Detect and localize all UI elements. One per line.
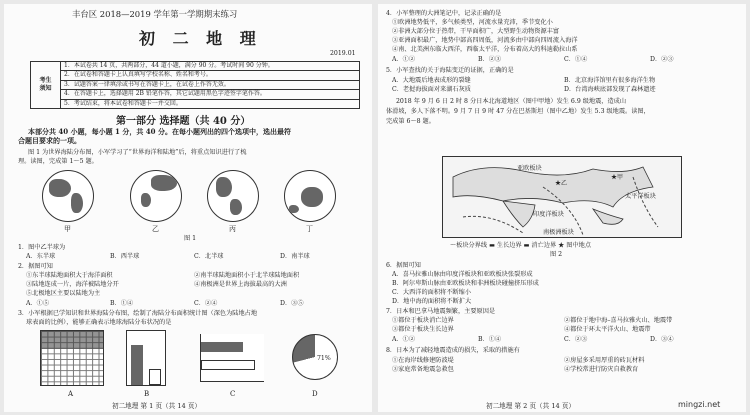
option: A．①② <box>392 56 416 63</box>
option: C．老挝海拔面对来湖石灰质 <box>392 86 471 93</box>
figure-caption: 图 2 <box>550 251 563 258</box>
question-7: 7．日本和巴拿马地震频繁，主要原因是 <box>386 308 496 315</box>
notice-item: 4．在答题卡上，选择题用 2B 铅笔作答，其它试题用黑色字迹签字笔作答。 <box>61 90 360 99</box>
statement: ②非洲大部分位于热带，干旱面积广，大型野生动物资源丰富 <box>392 28 560 35</box>
figure-intro: 理。读图，完成第 1～5 题。 <box>18 158 98 165</box>
question-8: 8．日本为了减轻地震造成的损失，采取的措施有 <box>386 347 520 354</box>
option: D．南半球 <box>280 253 310 260</box>
globe-label: 甲 <box>64 225 71 233</box>
watermark: mingzi.net <box>678 400 721 409</box>
option: C．②④ <box>194 300 218 307</box>
pie-label: 71% <box>317 355 331 362</box>
chart-a-grid <box>40 330 104 386</box>
chart-label: B <box>144 390 150 398</box>
figure-caption: 图 1 <box>184 235 197 242</box>
page-title: 初 二 地 理 <box>139 29 262 48</box>
map-label: 亚欧板块 <box>517 165 542 172</box>
option: A．大地震后地表成形的裂缝 <box>392 77 471 84</box>
globe-label: 丁 <box>306 225 313 233</box>
option: D．③④ <box>650 336 674 343</box>
option: C．②③ <box>564 336 588 343</box>
globe-jia <box>42 170 94 222</box>
statement: ②南半球陆地面积小于北半球陆地面积 <box>194 272 300 279</box>
statement: ④都位于环太平洋火山、地震带 <box>564 326 651 333</box>
notice-item: 5．考试结束，将本试卷和答题卡一并交回。 <box>61 99 360 108</box>
option: A．①⑤ <box>26 300 50 307</box>
statement: ④南、北美洲东临大西洋，西临太平洋，分布着高大的科迪勒拉山系 <box>392 46 578 53</box>
option: A．东半球 <box>26 253 56 260</box>
globe-label: 乙 <box>152 225 159 233</box>
question-6: 6．据图可知 <box>386 262 421 269</box>
plate-map <box>442 156 682 238</box>
page-footer: 初二地理 第 1 页（共 14 页） <box>112 402 202 410</box>
option: D．②③ <box>650 56 674 63</box>
chart-label: A <box>68 390 74 398</box>
map-legend: ～板块分界线 ▬ 生长边界 ▬ 消亡边界 ★ 图中地点 <box>450 242 592 249</box>
statement: ③家庭常备地震急救包 <box>392 366 454 373</box>
globe-ding <box>284 170 336 222</box>
chart-label: D <box>312 390 318 398</box>
exam-page-2 <box>378 4 746 412</box>
statement: ①在海岸线修建防波堤 <box>392 357 454 364</box>
option: D．地中海的面积将不断扩大 <box>392 298 472 305</box>
option: C．①④ <box>564 56 588 63</box>
svg-text:★乙: ★乙 <box>555 180 568 187</box>
map-label: 南极洲板块 <box>543 229 574 236</box>
statement: ①都位于板块消亡边界 <box>392 317 454 324</box>
option: B．②③ <box>478 56 502 63</box>
option: B．阿尔卑斯山脉由亚欧板块和非洲板块碰撞挤压形成 <box>392 280 539 287</box>
section-intro: 本部分共 40 小题，每小题 1 分，共 40 分。在每小题列出的四个选项中，选出最符 <box>28 127 291 136</box>
map-label: 印度洋板块 <box>533 211 564 218</box>
notice-item: 2．在试卷和答题卡上认真填写学校名称、姓名和考号。 <box>61 71 360 80</box>
statement: ④学校常进行防灾自救教育 <box>564 366 639 373</box>
page-header: 丰台区 2018—2019 学年第一学期期末练习 <box>72 9 238 19</box>
option: B．西半球 <box>110 253 140 260</box>
notice-table <box>30 61 360 109</box>
question-5: 5．小军查找的关于海陆变迁的证据，正确的是 <box>386 67 514 74</box>
exam-page-1 <box>4 4 372 412</box>
chart-label: C <box>230 390 236 398</box>
statement: ②都位于地中海–喜马拉雅火山、地震带 <box>564 317 673 324</box>
news-text: 体滑坡，多人下落不明。9 月 7 日 9 时 47 分在巴基斯坦（图中乙地）发生 5.3 级地震。读图， <box>386 108 650 115</box>
statement: ③都位于板块生长边界 <box>392 326 454 333</box>
globe-label: 丙 <box>229 225 236 233</box>
option: C．北半球 <box>194 253 224 260</box>
statement: ①欧洲地势低平，多气候类型，河流水量充沛，季节变化小 <box>392 19 553 26</box>
option: D．台湾海峡底部发现了森林遗迹 <box>564 86 656 93</box>
option: C．大西洋的面积将不断缩小 <box>392 289 471 296</box>
section-heading: 第一部分 选择题（共 40 分） <box>116 116 251 127</box>
option: A．喜马拉雅山脉由印度洋板块和亚欧板块张裂形成 <box>392 271 533 278</box>
question-4: 4．小军整理的大洲笔记中，记录正确的是 <box>386 10 502 17</box>
question-2: 2．据图可知 <box>18 263 53 270</box>
statement: ③陆地连成一片，海洋被陆地分开 <box>26 281 119 288</box>
news-text: 2018 年 9 月 6 日 2 时 8 分日本北海道地区（图中甲地）发生 6.9 级地震，造成山 <box>396 98 627 105</box>
page-footer: 初二地理 第 2 页（共 14 页） <box>486 402 576 410</box>
option: B．①④ <box>478 336 502 343</box>
section-intro: 合题目要求的一项。 <box>18 136 81 145</box>
figure-intro: 图 1 为世界海陆分布图，小军学习了“世界海洋和陆地”后，将重点知识进行了梳 <box>28 149 247 156</box>
chart-b <box>126 330 166 386</box>
option: A．①② <box>392 336 416 343</box>
statement: ④南极洲是世界上海拔最高的大洲 <box>194 281 287 288</box>
question-3-cont: 球表面的比例），能够正确表示地球海陆分布状况的是 <box>26 319 172 326</box>
globe-bing <box>207 170 259 222</box>
exam-date: 2019.01 <box>330 50 356 57</box>
globe-yi <box>130 170 182 222</box>
statement: ③亚洲面积最广，地势中部高四周低，河流多由中部向四周流入海洋 <box>392 37 578 44</box>
map-label: 太平洋板块 <box>625 193 656 200</box>
option: B．①④ <box>110 300 134 307</box>
question-1: 1．图中乙半球为 <box>18 244 66 251</box>
chart-d-pie <box>292 334 338 380</box>
option: B．北京海洋馆里有很多海洋生物 <box>564 77 656 84</box>
svg-text:★甲: ★甲 <box>611 174 624 181</box>
notice-label: 考生须知 <box>31 62 61 109</box>
notice-item: 3．试题答案一律填涂或书写在答题卡上，在试卷上作答无效。 <box>61 80 360 89</box>
statement: ①东半球陆地面积大于海洋面积 <box>26 272 113 279</box>
option: D．③⑤ <box>280 300 304 307</box>
question-3: 3．小军根据已学知识和世界海陆分布图，绘制了海陆分布面积统计图（深色为陆地占地 <box>18 310 258 317</box>
statement: ②房屋多采用厚重的砖瓦材料 <box>564 357 645 364</box>
notice-item: 1．本试卷共 14 页，共两部分，44 道小题，满分 90 分。考试时间 90 分钟。 <box>61 62 360 71</box>
statement: ⑤北极地区主要以陆地为主 <box>26 290 101 297</box>
chart-c <box>200 334 264 382</box>
news-text: 完成第 6～8 题。 <box>386 118 435 125</box>
